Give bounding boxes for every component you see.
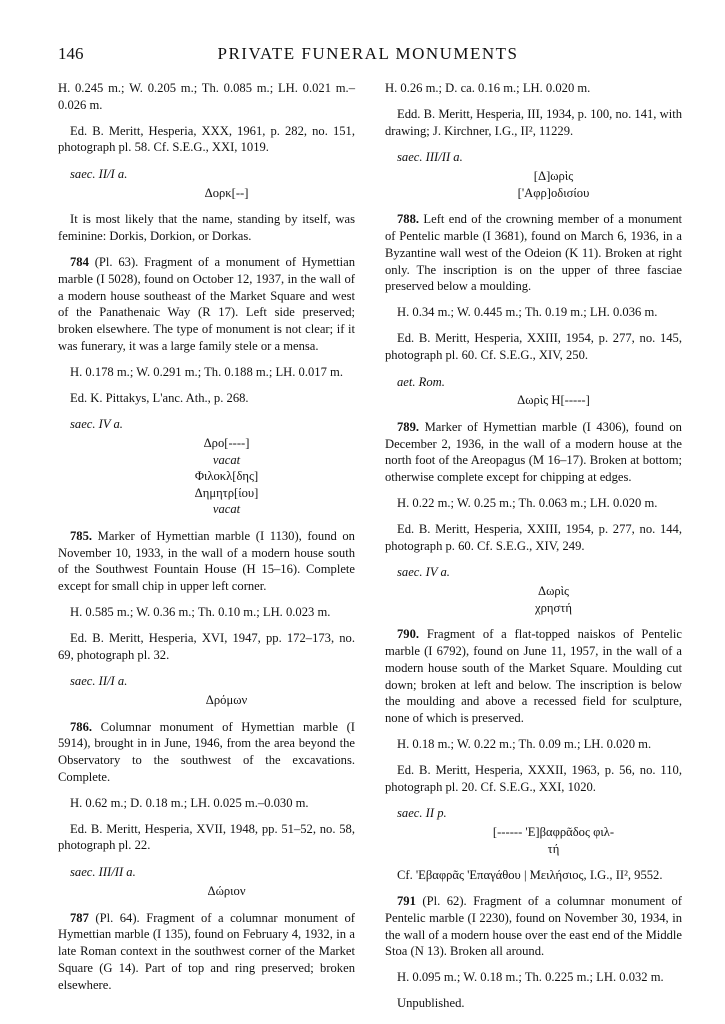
- left-column: [58, 80, 355, 1002]
- entry-number: 787: [70, 910, 89, 925]
- entry-number: 791: [397, 894, 416, 908]
- date-label: saec. II p.: [397, 806, 447, 821]
- date-label: saec. II/I a.: [70, 167, 128, 182]
- entry-785: [58, 528, 355, 595]
- inscription-line: [Δ]ωρὶς: [533, 169, 574, 184]
- inscription: [58, 435, 355, 518]
- entry-description: Left end of the crowning member of a monument of Pentelic marble (I 3681), found on March 6, 1936, in a Byzantine wall west of the Odeion (K 11). Broken at right only. The inscription is on the upper of three fasciae preserved below a moulding.: [385, 212, 683, 294]
- entry-number: 786.: [70, 719, 93, 734]
- entry-description: Columnar monument of Hymettian marble (I 5914), brought in in June, 1946, from the area beyond the Observatory to the southwest of the excavations. Complete.: [58, 719, 355, 785]
- inscription-line: Δώριον: [207, 884, 246, 898]
- vacat: vacat: [212, 452, 241, 467]
- date-label: saec. IV a.: [70, 417, 123, 432]
- edition: Ed. B. Meritt, Hesperia, XVII, 1948, pp. 51–52, no. 58, photograph pl. 22.: [58, 821, 355, 853]
- edition: Ed. B. Meritt, Hesperia, XVI, 1947, pp. 172–173, no. 69, photograph pl. 32.: [58, 630, 355, 662]
- entry-number: 790.: [397, 627, 420, 642]
- dimensions: H. 0.178 m.; W. 0.291 m.; Th. 0.188 m.; LH. 0.017 m.: [70, 364, 343, 379]
- inscription: [58, 883, 355, 900]
- edition: Unpublished.: [397, 995, 465, 1010]
- entry-790: [385, 626, 682, 727]
- running-title: PRIVATE FUNERAL MONUMENTS: [217, 44, 519, 63]
- entry-number: 789.: [397, 419, 420, 434]
- entry-789: [385, 419, 682, 486]
- inscription: [58, 692, 355, 709]
- entry-787: [58, 910, 355, 994]
- date-label: saec. III/II a.: [70, 865, 136, 880]
- entry-number: 788.: [397, 212, 420, 227]
- page-number: 146: [58, 44, 84, 63]
- inscription-line: ['Αφρ]οδισίου: [517, 185, 590, 200]
- inscription-line: Δημητρ[ίου]: [194, 485, 259, 500]
- inscription: [385, 824, 682, 857]
- inscription: [385, 392, 682, 409]
- entry-number: 785.: [70, 528, 93, 543]
- entry-description: (Pl. 62). Fragment of a columnar monument of Pentelic marble (I 2230), found on November 30, 1934, in the wall of a modern house over the east end of the Middle Stoa (N 13). Broken all around.: [385, 894, 682, 959]
- inscription-line: χρηστή: [535, 600, 572, 615]
- inscription-line: Δωρὶς: [537, 584, 570, 599]
- edition: Ed. B. Meritt, Hesperia, XXX, 1961, p. 282, no. 151, photograph pl. 58. Cf. S.E.G., XXI, 1019.: [58, 123, 355, 155]
- inscription-line: Δωρὶς Η[-----]: [517, 393, 590, 408]
- entry-description: (Pl. 63). Fragment of a monument of Hymettian marble (I 5028), found on October 12, 1937, in the wall of a modern house southeast of the Market Square and west of the Panathenaic Way (R 17). Left side preserved; broken elsewhere. The type of monument is not clear; if it was funerary, it was a large family stele or a mensa.: [58, 255, 355, 354]
- dimensions: H. 0.62 m.; D. 0.18 m.; LH. 0.025 m.–0.030 m.: [70, 795, 309, 810]
- dimensions: H. 0.585 m.; W. 0.36 m.; Th. 0.10 m.; LH. 0.023 m.: [70, 604, 331, 619]
- vacat: vacat: [212, 502, 241, 517]
- dimensions: H. 0.18 m.; W. 0.22 m.; Th. 0.09 m.; LH. 0.020 m.: [397, 737, 652, 752]
- entry-788: [385, 211, 682, 295]
- dimensions: H. 0.095 m.; W. 0.18 m.; Th. 0.225 m.; LH. 0.032 m.: [397, 970, 664, 985]
- edition: Ed. B. Meritt, Hesperia, XXXII, 1963, p. 56, no. 110, photograph pl. 20. Cf. S.E.G., XXI, 1020.: [385, 762, 682, 794]
- inscription-line: Δρόμων: [205, 693, 248, 708]
- entry-784: [58, 254, 355, 355]
- inscription-line: [------ 'Ε]βαφρᾶδος φιλ-: [492, 825, 615, 840]
- inscription-line: Δορκ[--]: [204, 185, 249, 200]
- inscription: [58, 185, 355, 202]
- dimensions: H. 0.22 m.; W. 0.25 m.; Th. 0.063 m.; LH. 0.020 m.: [397, 496, 658, 511]
- entry-791: [385, 893, 682, 960]
- entry-description: Fragment of a flat-topped naiskos of Pentelic marble (I 6792), found on June 11, 1957, in the wall of a modern house south of the Market Square. Moulding cut down; broken at left and below. The inscription is below the moulding and above a recessed field for sculpture, none of which is preserved.: [385, 627, 683, 726]
- inscription-line: Φιλοκλ[δης]: [194, 469, 259, 484]
- entry-786: [58, 719, 355, 786]
- entry-number: 784: [70, 255, 89, 270]
- date-label: aet. Rom.: [397, 374, 445, 389]
- dimensions: H. 0.34 m.; W. 0.445 m.; Th. 0.19 m.; LH. 0.036 m.: [397, 305, 658, 320]
- commentary: It is most likely that the name, standing by itself, was feminine: Dorkis, Dorkion, or Dorkas.: [58, 212, 355, 244]
- entry-description: (Pl. 64). Fragment of a columnar monument of Hymettian marble (I 135), found on February 4, 1932, in a late Roman context in the southwest corner of the Market Square (G 14). Part of top and ring preserved; broken elsewhere.: [58, 910, 355, 992]
- right-column: [385, 80, 682, 1021]
- edition: Ed. K. Pittakys, L'anc. Ath., p. 268.: [70, 390, 249, 405]
- running-header: [58, 44, 678, 68]
- dimensions: H. 0.26 m.; D. ca. 0.16 m.; LH. 0.020 m.: [385, 81, 591, 95]
- edition: Ed. B. Meritt, Hesperia, XXIII, 1954, p. 277, no. 145, photograph pl. 60. Cf. S.E.G., XIV, 250.: [385, 330, 682, 362]
- date-label: saec. IV a.: [397, 565, 450, 580]
- inscription-line: Δρο[----]: [203, 436, 250, 451]
- inscription: [385, 583, 682, 616]
- inscription-line: τή: [547, 841, 560, 856]
- date-label: saec. II/I a.: [70, 674, 128, 689]
- entry-description: Marker of Hymettian marble (I 1130), found on November 10, 1933, in the wall of a modern house south of the Southwest Fountain House (H 15–16). Complete except for small chip in upper left corner.: [58, 528, 355, 594]
- inscription: [385, 168, 682, 201]
- entry-description: Marker of Hymettian marble (I 4306), found on December 2, 1936, in the wall of a modern house at the north foot of the Areopagus (M 16–17). Broken at bottom; otherwise complete except for chipping at edges.: [385, 419, 682, 485]
- date-label: saec. III/II a.: [397, 150, 463, 165]
- dimensions: H. 0.245 m.; W. 0.205 m.; Th. 0.085 m.; LH. 0.021 m.–0.026 m.: [58, 81, 355, 112]
- edition: Edd. B. Meritt, Hesperia, III, 1934, p. 100, no. 141, with drawing; J. Kirchner, I.G., II², 11229.: [385, 106, 682, 138]
- edition: Ed. B. Meritt, Hesperia, XXIII, 1954, p. 277, no. 144, photograph p. 60. Cf. S.E.G., XIV, 249.: [385, 521, 682, 553]
- cross-reference: Cf. 'Εβαφρᾶς 'Επαγάθου | Μειλήσιος, I.G., II², 9552.: [397, 868, 663, 883]
